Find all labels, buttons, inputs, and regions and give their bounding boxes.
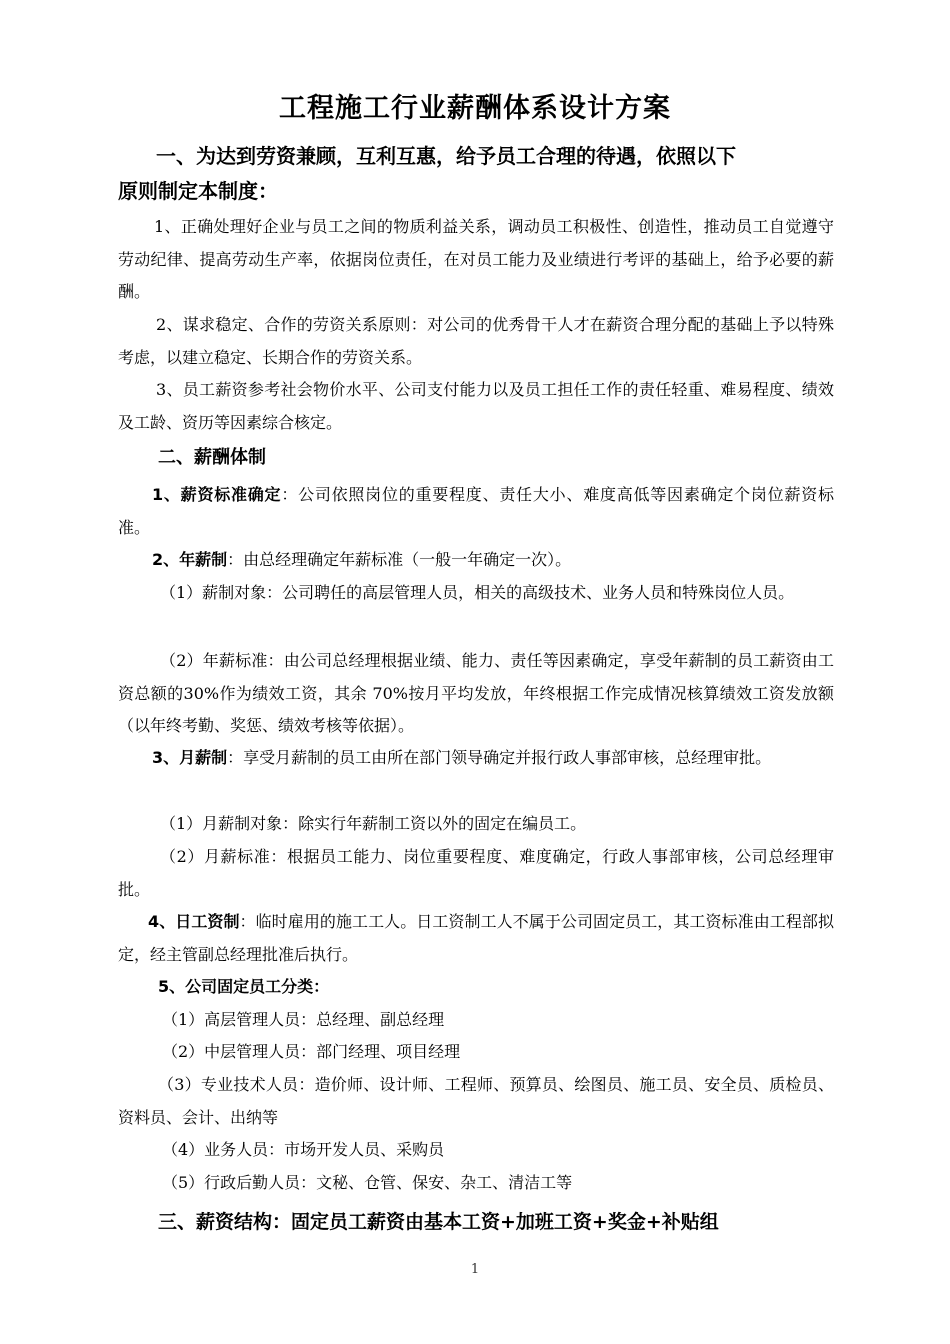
salary-standard-text: ：公司依照岗位的重要程度、责任大小、难度高低等因素确定个岗位薪资标准。 (118, 485, 834, 537)
daily-wage-item (118, 906, 834, 971)
annual-salary-text: ：由总经理确定年薪标准（一般一年确定一次）。 (227, 550, 572, 569)
page-number: 1 (470, 1262, 480, 1277)
annual-salary-standard: （2）年薪标准：由公司总经理根据业绩、能力、责任等因素确定，享受年薪制的员工薪资由工资总额的30%作为绩效工资，其余 70%按月平均发放，年终根据工作完成情况核算绩效工资发放额（以年终考勤、奖惩、绩效考核等依据）。 (118, 651, 834, 735)
daily-wage-text: ：临时雇用的施工工人。日工资制工人不属于公司固定员工，其工资标准由工程部拟定，经主管副总经理批准后执行。 (118, 912, 834, 964)
classification-senior-management: （1）高层管理人员：总经理、副总经理 (162, 1010, 445, 1029)
monthly-salary-label: 3、月薪制 (152, 748, 228, 767)
monthly-salary-item (118, 742, 834, 775)
employee-classification-heading: 5、公司固定员工分类： (158, 977, 330, 996)
salary-standard-item (118, 479, 834, 544)
classification-technical-staff: （3）专业技术人员：造价师、设计师、工程师、预算员、绘图员、施工员、安全员、质检员、资料员、会计、出纳等 (118, 1075, 834, 1127)
monthly-salary-standard: （2）月薪标准：根据员工能力、岗位重要程度、难度确定，行政人事部审核，公司总经理审批。 (118, 847, 834, 899)
document-title: 工程施工行业薪酬体系设计方案 (279, 93, 671, 124)
section-2-heading: 二、薪酬体制 (158, 447, 266, 468)
section-1-paragraph-1: 1、正确处理好企业与员工之间的物质利益关系，调动员工积极性、创造性，推动员工自觉遵守劳动纪律、提高劳动生产率，依据岗位责任，在对员工能力及业绩进行考评的基础上，给予必要的薪酬。 (118, 217, 834, 301)
salary-standard-label: 1、薪资标准确定 (152, 485, 282, 504)
annual-salary-label: 2、年薪制 (152, 550, 228, 569)
annual-salary-target: （1）薪制对象：公司聘任的高层管理人员，相关的高级技术、业务人员和特殊岗位人员。 (160, 583, 795, 602)
classification-admin-staff: （5）行政后勤人员：文秘、仓管、保安、杂工、清洁工等 (162, 1173, 573, 1192)
section-1-paragraph-2: 2、谋求稳定、合作的劳资关系原则：对公司的优秀骨干人才在薪资合理分配的基础上予以特殊考虑，以建立稳定、长期合作的劳资关系。 (118, 315, 834, 367)
section-1-paragraph-3: 3、员工薪资参考社会物价水平、公司支付能力以及员工担任工作的责任轻重、难易程度、绩效及工龄、资历等因素综合核定。 (118, 380, 834, 432)
monthly-salary-target: （1）月薪制对象：除实行年薪制工资以外的固定在编员工。 (160, 814, 587, 833)
section-1-heading-line-1: 一、为达到劳资兼顾，互利互惠，给予员工合理的待遇，依照以下 (156, 144, 736, 168)
daily-wage-label: 4、日工资制 (148, 912, 240, 931)
classification-business-staff: （4）业务人员：市场开发人员、采购员 (162, 1140, 445, 1159)
section-3-heading: 三、薪资结构：固定员工薪资由基本工资+加班工资+奖金+补贴组 (158, 1211, 719, 1233)
section-1-heading-line-2: 原则制定本制度： (118, 179, 278, 203)
annual-salary-item (118, 544, 834, 577)
classification-middle-management: （2）中层管理人员：部门经理、项目经理 (162, 1042, 461, 1061)
section-1-heading (118, 139, 838, 209)
monthly-salary-text: ：享受月薪制的员工由所在部门领导确定并报行政人事部审核，总经理审批。 (227, 748, 772, 767)
